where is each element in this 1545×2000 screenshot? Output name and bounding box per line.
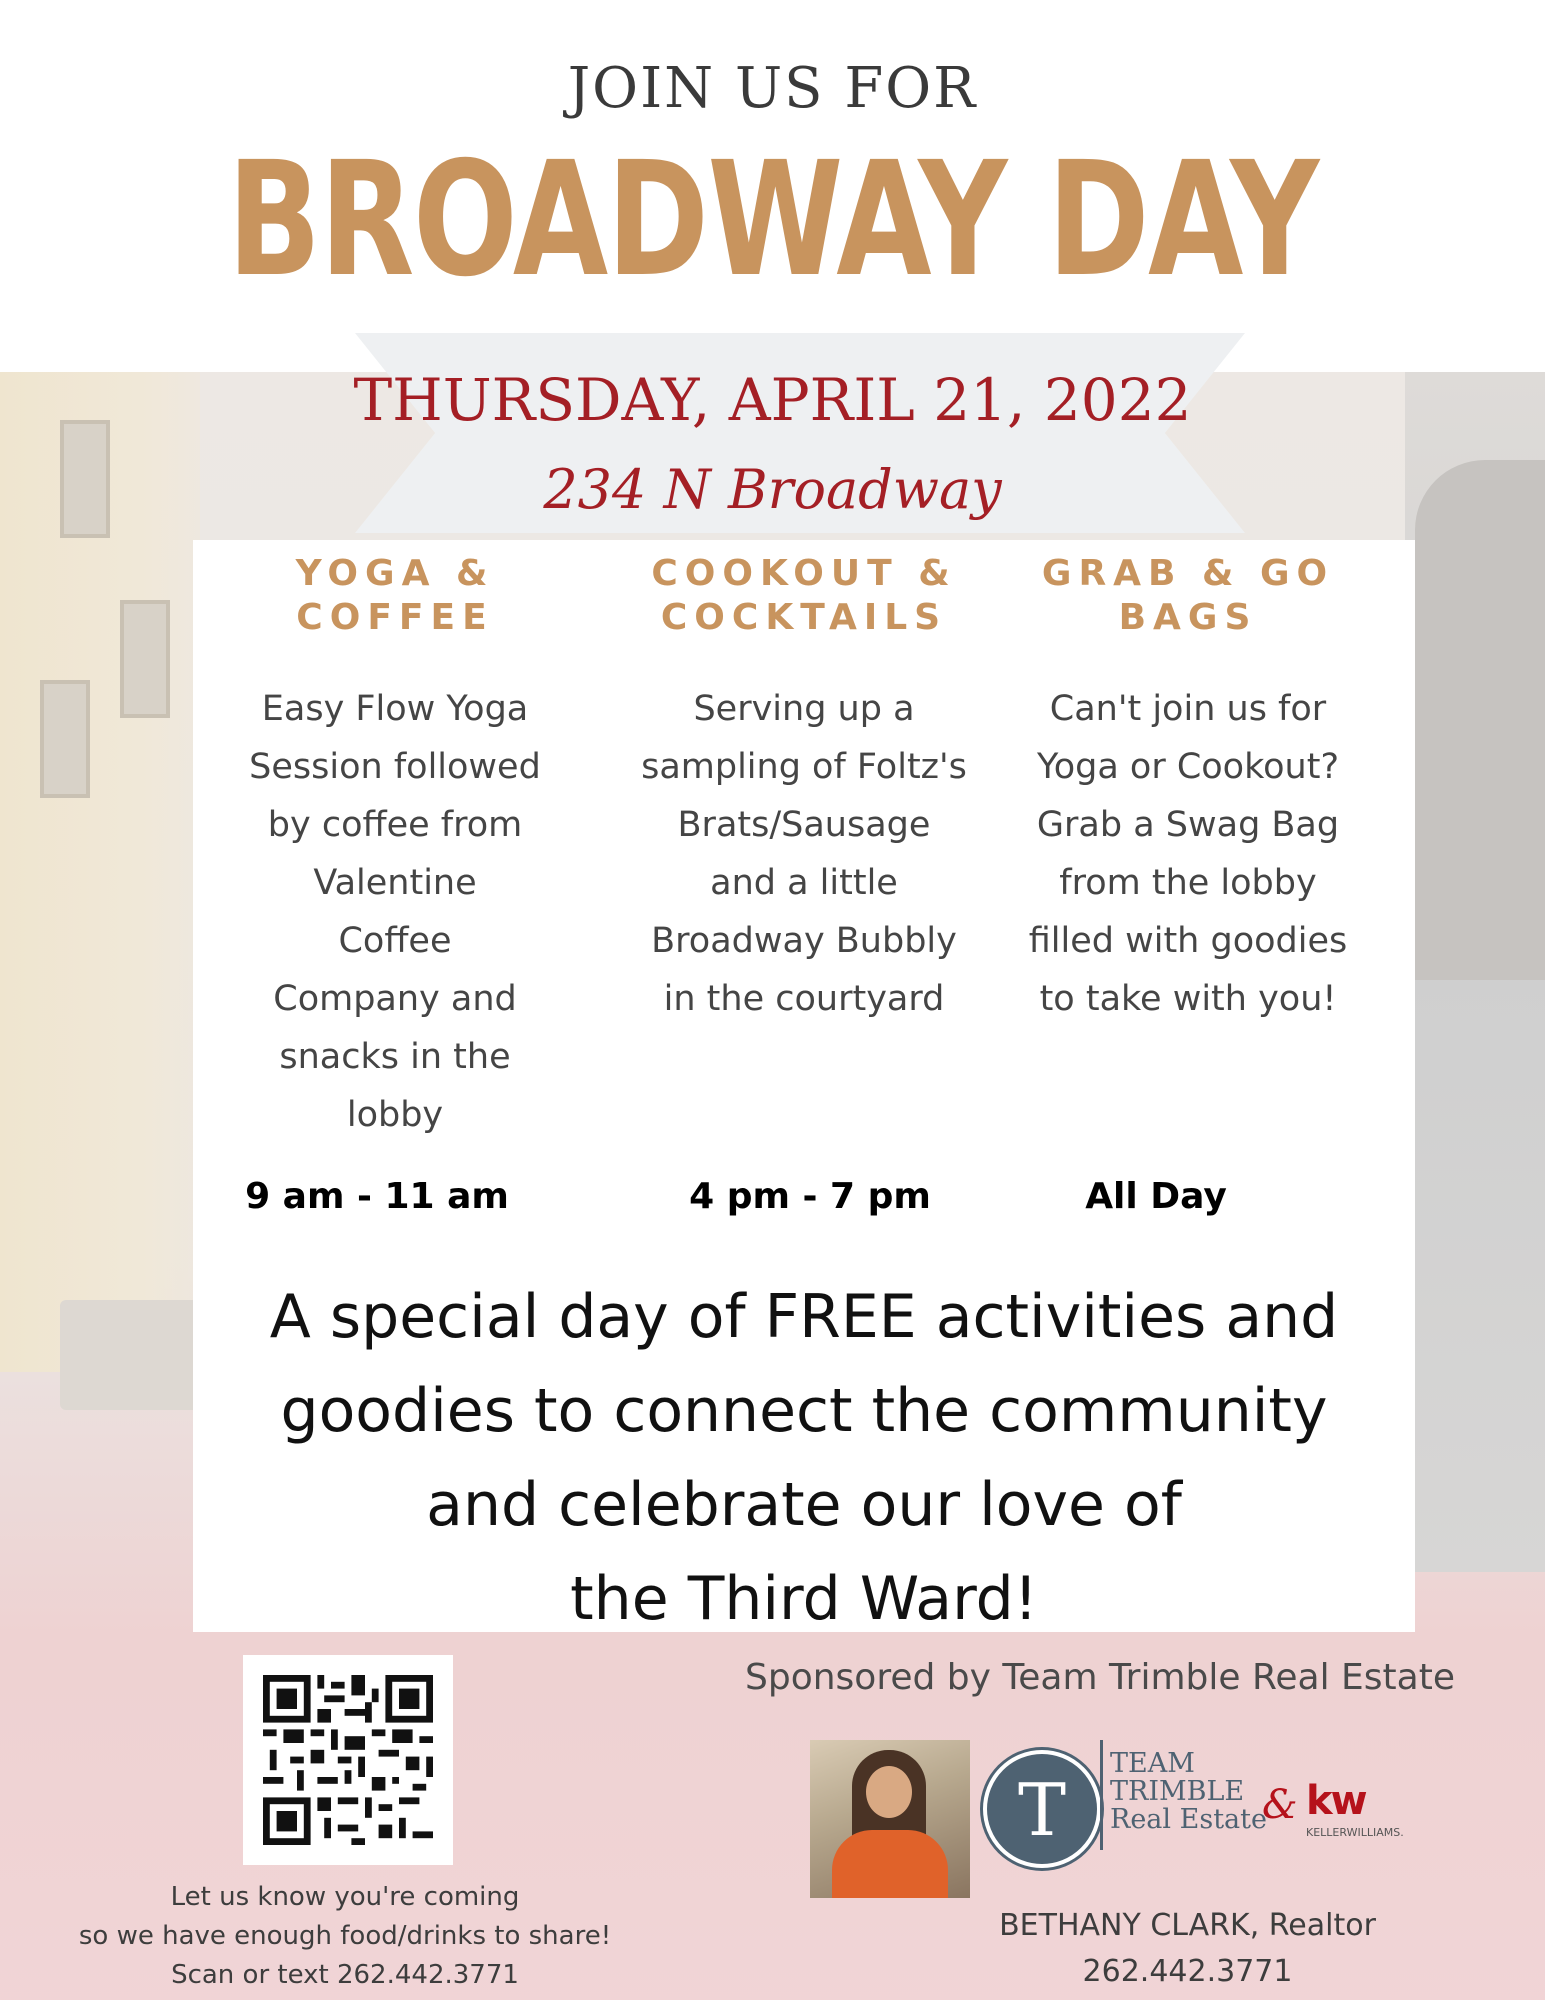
description-line: filled with goodies [1028,921,1348,961]
tagline-line: the Third Ward! [570,1564,1038,1634]
tagline-line: goodies to connect the community [280,1376,1328,1446]
activity-time: All Day [1085,1176,1227,1217]
activity-description [225,680,565,1144]
description-line: Coffee [338,921,452,961]
description-line: sampling of Foltz's [641,747,967,787]
description-line: Yoga or Cookout? [1036,747,1340,787]
background-planter [60,1300,200,1410]
activity-heading-line: YOGA & [295,553,495,594]
event-date: THURSDAY, APRIL 21, 2022 [353,366,1192,434]
activity-heading-line: COOKOUT & [651,553,957,594]
description-line: Serving up a [693,689,915,729]
description-line: Brats/Sausage [677,805,931,845]
realtor-phone[interactable]: 262.442.3771 [1082,1954,1293,1989]
activity-column-grab-and-go [1018,552,1358,1028]
description-line: Broadway Bubbly [651,921,957,961]
logo-ampersand: & [1262,1782,1298,1828]
activity-heading [634,552,974,640]
event-address: 234 N Broadway [543,458,1002,521]
activity-column-cookout [634,552,974,1028]
activity-description [634,680,974,1028]
description-line: from the lobby [1059,863,1317,903]
keller-williams-logo-icon: kw [1306,1778,1366,1824]
rsvp-note [0,1878,690,1995]
photo-face [866,1766,912,1818]
wordmark-line: Real Estate [1110,1804,1267,1835]
description-line: Session followed [249,747,541,787]
realtor-contact [970,1903,1405,1995]
description-line: Company and [273,979,517,1019]
description-line: in the courtyard [663,979,945,1019]
activity-heading-line: BAGS [1118,597,1258,638]
description-line: Grab a Swag Bag [1036,805,1340,845]
join-us-heading: JOIN US FOR [567,56,978,121]
qr-code-graphic [263,1675,433,1845]
activity-heading [1018,552,1358,640]
wordmark-line: TEAM [1110,1748,1195,1779]
description-line: by coffee from [267,805,523,845]
tagline-line: A special day of FREE activities and [269,1282,1339,1352]
background-window [120,600,170,718]
activity-time: 4 pm - 7 pm [689,1176,931,1217]
activity-heading [225,552,565,640]
activity-description [1018,680,1358,1028]
team-trimble-logo-icon [983,1750,1101,1868]
rsvp-line: so we have enough food/drinks to share! [78,1921,612,1951]
activity-heading-line: GRAB & GO [1041,553,1335,594]
description-line: Easy Flow Yoga [261,689,529,729]
realtor-photo [810,1740,970,1898]
logo-letter: T [1017,1768,1067,1852]
event-title: BROADWAY DAY [227,128,1318,312]
background-arch [1415,460,1545,980]
background-window [40,680,90,798]
sponsor-text: Sponsored by Team Trimble Real Estate [745,1657,1455,1698]
realtor-name: BETHANY CLARK, Realtor [999,1908,1376,1943]
activity-column-yoga [225,552,565,1144]
tagline-line: and celebrate our love of [426,1470,1182,1540]
description-line: and a little [710,863,898,903]
description-line: to take with you! [1039,979,1337,1019]
rsvp-line: Scan or text 262.442.3771 [171,1960,519,1990]
description-line: lobby [346,1095,444,1135]
qr-code-icon[interactable] [243,1655,453,1865]
wordmark-line: TRIMBLE [1110,1776,1245,1807]
rsvp-line: Let us know you're coming [170,1882,520,1912]
description-line: snacks in the [279,1037,511,1077]
event-tagline [193,1270,1415,1646]
team-trimble-wordmark [1110,1750,1267,1834]
activity-heading-line: COCKTAILS [660,597,948,638]
keller-williams-name: KELLERWILLIAMS. [1306,1826,1404,1839]
activity-heading-line: COFFEE [296,597,494,638]
activity-time: 9 am - 11 am [245,1176,509,1217]
description-line: Can't join us for [1049,689,1327,729]
description-line: Valentine [313,863,477,903]
logo-divider [1100,1740,1103,1850]
photo-body [832,1830,948,1898]
